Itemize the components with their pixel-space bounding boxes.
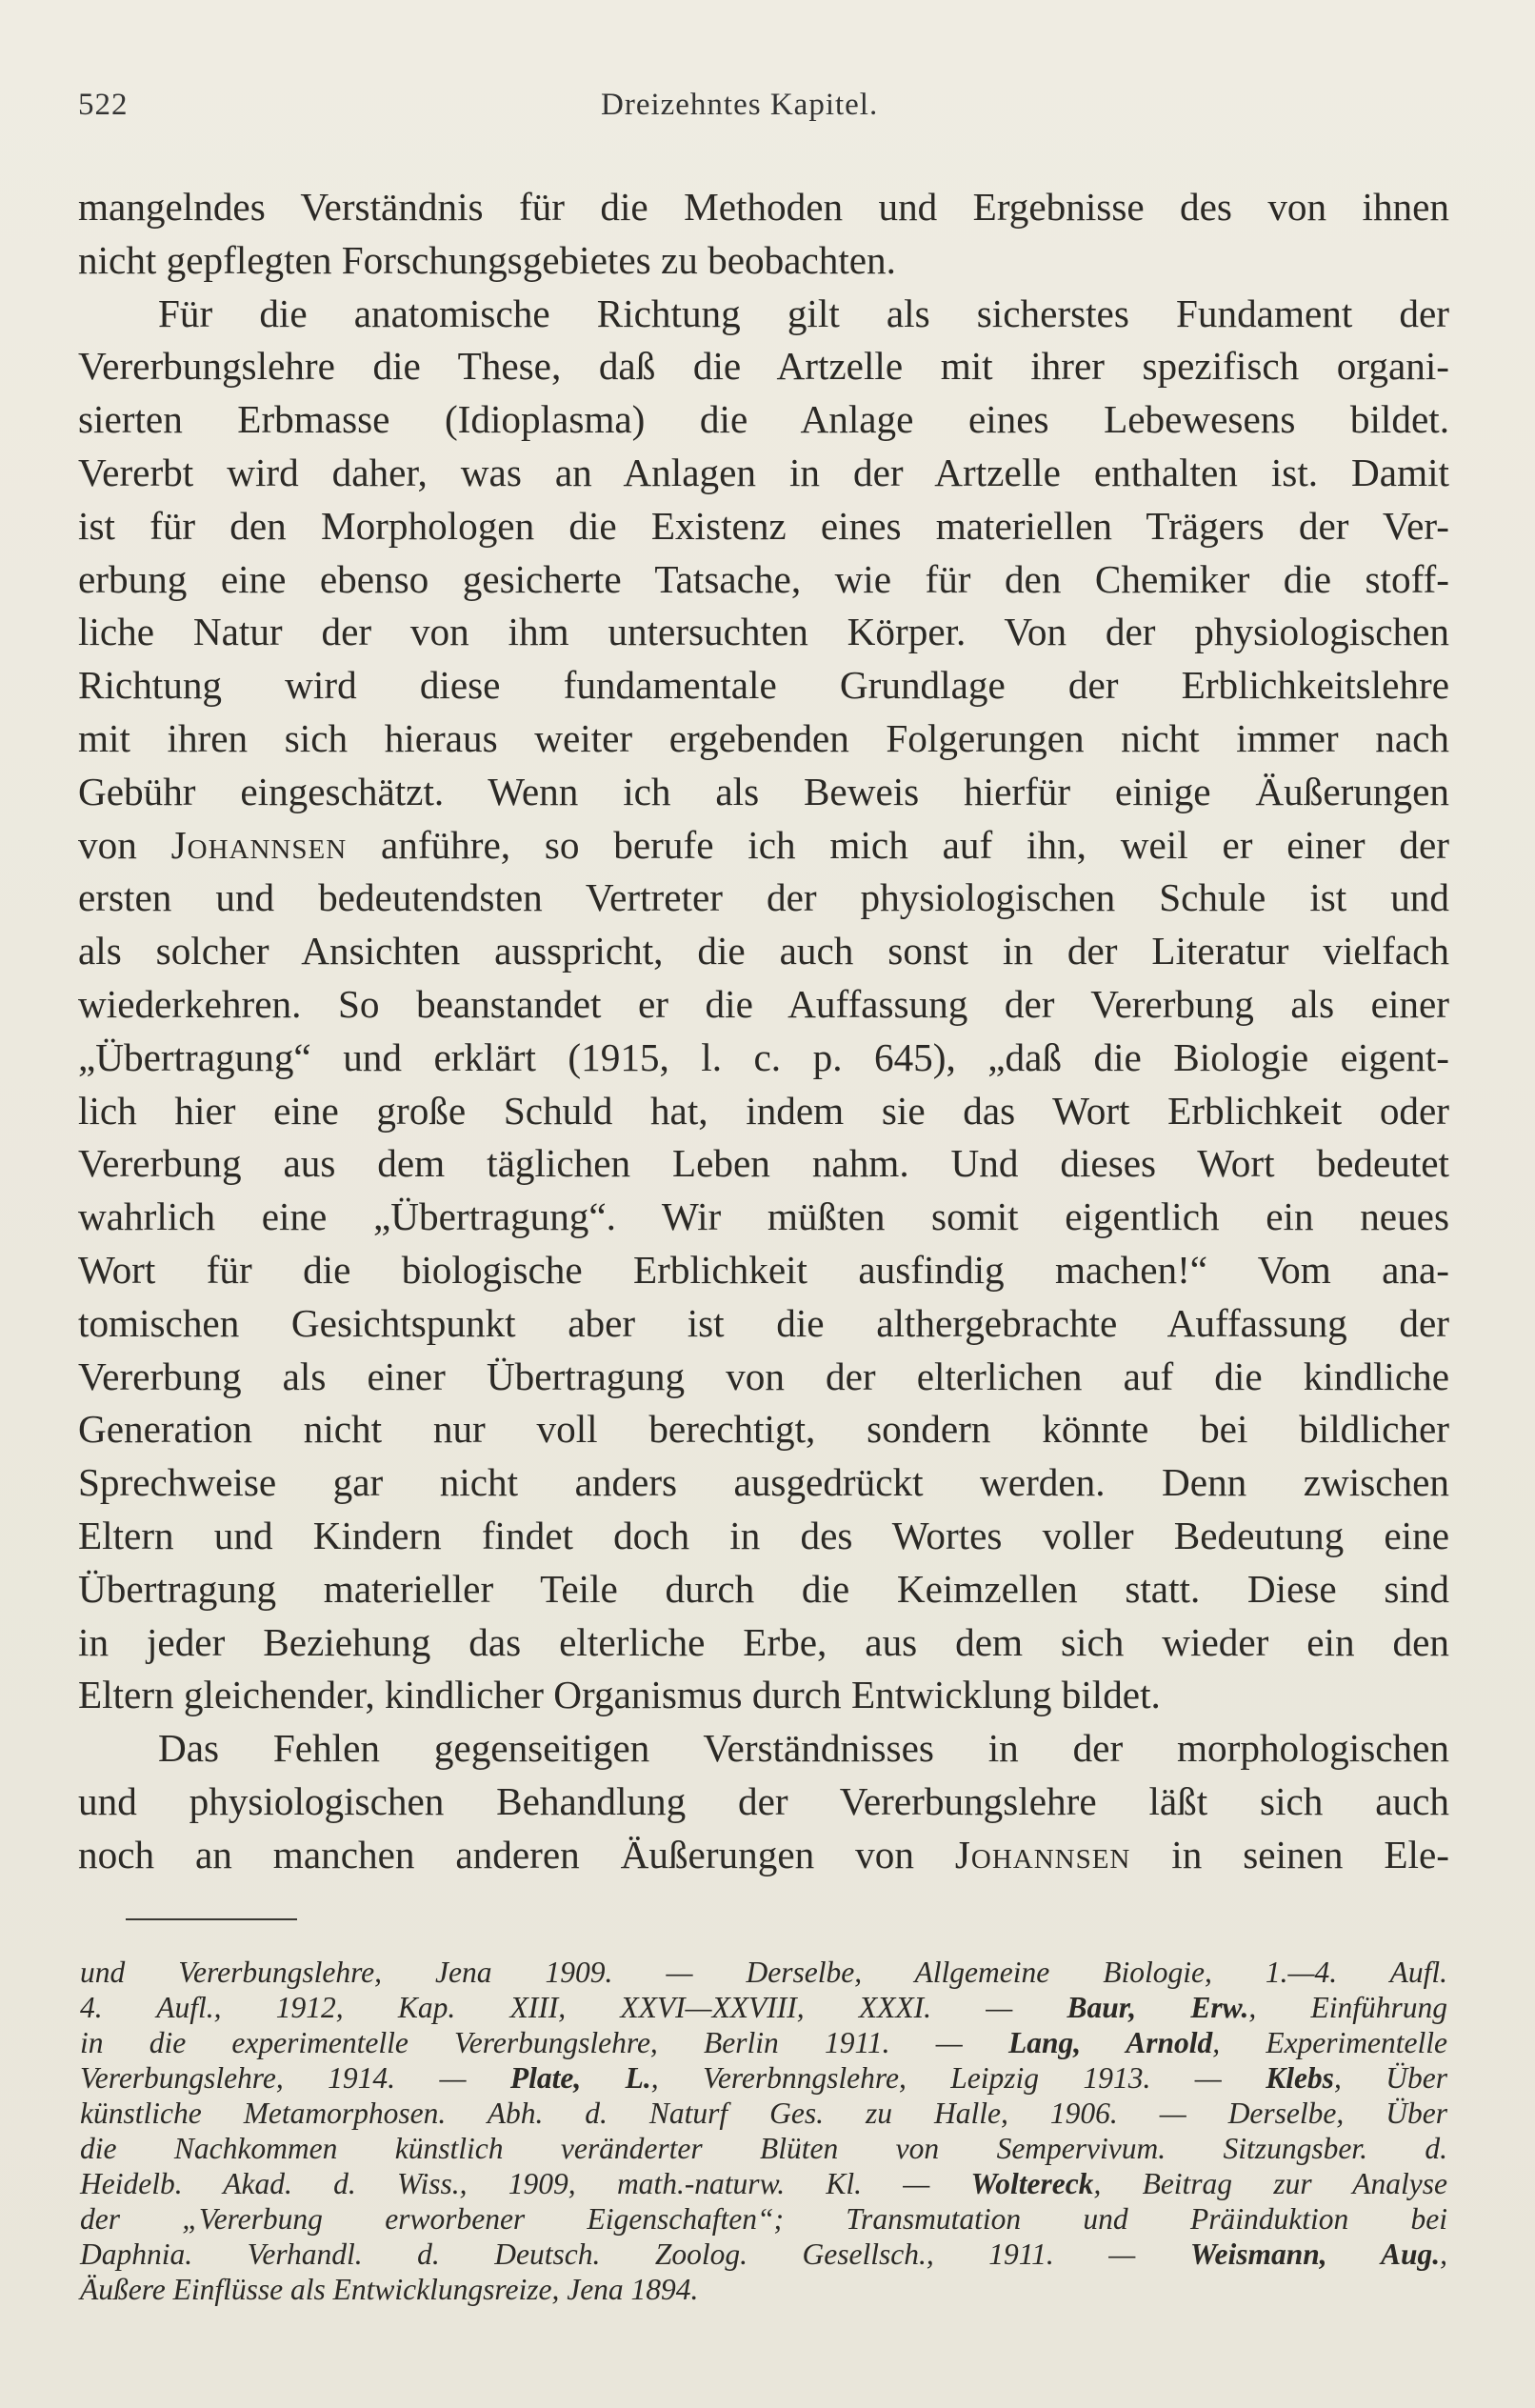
footnote-line [80,2166,1447,2201]
footnote-text: Daphnia. Verhandl. d. Deutsch. Zoolog. Gesellsch., 1911. — [80,2237,1136,2271]
text-line: Vererbung als einer Übertragung von der elterlichen auf die kindliche [78,1354,1449,1398]
footnote-text: 4. Aufl., 1912, Kap. XIII, XXVI—XXVIII, XXXI. — [80,1991,1013,2024]
text-line: sierten Erbmasse (Idioplasma) die Anlage eines Lebewesens bildet. [78,397,1449,442]
footnote-text: , Über [1333,2061,1447,2095]
footnote-author: Woltereck [970,2167,1094,2200]
text-line: Richtung wird diese fundamentale Grundlage der Erblichkeitslehre [78,663,1449,708]
text-line: Wort für die biologische Erblichkeit ausfindig machen!“ Vom ana- [78,1247,1449,1292]
author-name-johannsen: Johannsen [954,1832,1131,1876]
footnote-author: Weismann, Aug. [1189,2237,1441,2271]
text-line: in jeder Beziehung das elterliche Erbe, aus dem sich wieder ein den [78,1619,1449,1664]
footnote-line: der „Vererbung erworbener Eigenschaften“; Transmutation und Präinduktion bei [80,2202,1447,2236]
text-line: Vererbungslehre die These, daß die Artzelle mit ihrer spezifisch organi- [78,344,1449,389]
text-line: „Übertragung“ und erklärt (1915, l. c. p. 645), „daß die Biologie eigent- [78,1034,1449,1079]
text-line: als solcher Ansichten ausspricht, die auch sonst in der Literatur vielfach [78,929,1449,973]
line-rest: anführe, so berufe ich mich auf ihn, weil er einer der [380,822,1450,867]
chapter-title: Dreizehntes Kapitel. [601,88,879,122]
footnotes [80,1955,1447,2307]
text-line-with-name [78,1829,1449,1882]
line-end: in seinen Ele- [1171,1832,1449,1876]
footnote-author: Baur, Erw. [1067,1991,1249,2024]
text-line: erbung eine ebenso gesicherte Tatsache, wie für den Chemiker die stoff- [78,556,1449,601]
footnote-line [80,1990,1447,2025]
footnote-line: Äußere Einflüsse als Entwicklungsreize, Jena 1894. [80,2273,699,2306]
text-line: Vererbung aus dem täglichen Leben nahm. Und dieses Wort bedeutet [78,1141,1449,1186]
page-number: 522 [78,88,129,122]
footnote-text: in die experimentelle Vererbungslehre, Berlin 1911. — [80,2026,963,2059]
text-line: ersten und bedeutendsten Vertreter der physiologischen Schule ist und [78,875,1449,920]
footnote-line: die Nachkommen künstlich veränderter Blüten von Sempervivum. Sitzungsber. d. [80,2132,1447,2165]
footnote-line [80,2237,1447,2272]
running-header [78,88,1449,135]
text-line: Das Fehlen gegenseitigen Verständnisses in der morphologischen [158,1726,1449,1771]
footnote-text: Heidelb. Akad. d. Wiss., 1909, math.-naturw. Kl. — [80,2167,930,2200]
line-start: noch an manchen anderen Äußerungen von [78,1832,914,1876]
text-line: Gebühr eingeschätzt. Wenn ich als Beweis hierfür einige Äußerungen [78,769,1449,813]
text-line: wiederkehren. So beanstandet er die Auffassung der Vererbung als einer [78,981,1449,1026]
text-line: Generation nicht nur voll berechtigt, sondern könnte bei bildlicher [78,1407,1449,1452]
body-text [78,181,1449,1882]
text-line: nicht gepflegten Forschungsgebietes zu beobachten. [78,237,896,282]
footnote-line [80,2025,1447,2060]
text-line: wahrlich eine „Übertragung“. Wir müßten somit eigentlich ein neues [78,1194,1449,1239]
text-line: Übertragung materieller Teile durch die Keimzellen statt. Diese sind [78,1566,1449,1611]
author-name-johannsen: Johannsen [170,822,348,867]
footnote-text: , Experimentelle [1212,2026,1447,2059]
footnote-author: Lang, Arnold [1008,2026,1213,2059]
footnote-text: , Vererbnngslehre, Leipzig 1913. — [650,2061,1222,2095]
footnote-text: , [1440,2237,1448,2271]
footnote-text: Vererbungslehre, 1914. — [80,2061,467,2095]
footnote-line: künstliche Metamorphosen. Abh. d. Naturf Ges. zu Halle, 1906. — Derselbe, Über [80,2097,1447,2130]
footnote-divider [126,1918,297,1920]
text-line: lich hier eine große Schuld hat, indem sie das Wort Erblichkeit oder [78,1088,1449,1133]
text-line: und physiologischen Behandlung der Vererbungslehre läßt sich auch [78,1778,1449,1823]
text-line: Für die anatomische Richtung gilt als sicherstes Fundament der [158,291,1449,335]
text-line: mangelndes Verständnis für die Methoden und Ergebnisse des von ihnen [78,185,1449,229]
text-line: Eltern gleichender, kindlicher Organismus durch Entwicklung bildet. [78,1673,1161,1717]
footnote-text: , Beitrag zur Analyse [1093,2167,1447,2200]
text-line: tomischen Gesichtspunkt aber ist die althergebrachte Auffassung der [78,1300,1449,1345]
footnote-text: , Einführung [1248,1991,1447,2024]
footnote-line [80,2060,1447,2096]
line-prefix: von [78,822,137,867]
text-line: Vererbt wird daher, was an Anlagen in der Artzelle enthalten ist. Damit [78,450,1449,494]
text-line: Sprechweise gar nicht anders ausgedrückt werden. Denn zwischen [78,1460,1449,1505]
text-line: mit ihren sich hieraus weiter ergebenden Folgerungen nicht immer nach [78,715,1449,760]
text-line: ist für den Morphologen die Existenz eines materiellen Trägers der Ver- [78,503,1449,548]
text-line: Eltern und Kindern findet doch in des Wortes voller Bedeutung eine [78,1513,1449,1557]
footnote-author: Plate, L. [509,2061,651,2095]
text-line: liche Natur der von ihm untersuchten Körper. Von der physiologischen [78,610,1449,654]
text-line-with-name [78,819,1449,873]
footnote-line: und Vererbungslehre, Jena 1909. — Derselbe, Allgemeine Biologie, 1.—4. Aufl. [80,1956,1447,1989]
footnote-author: Klebs [1266,2061,1334,2095]
